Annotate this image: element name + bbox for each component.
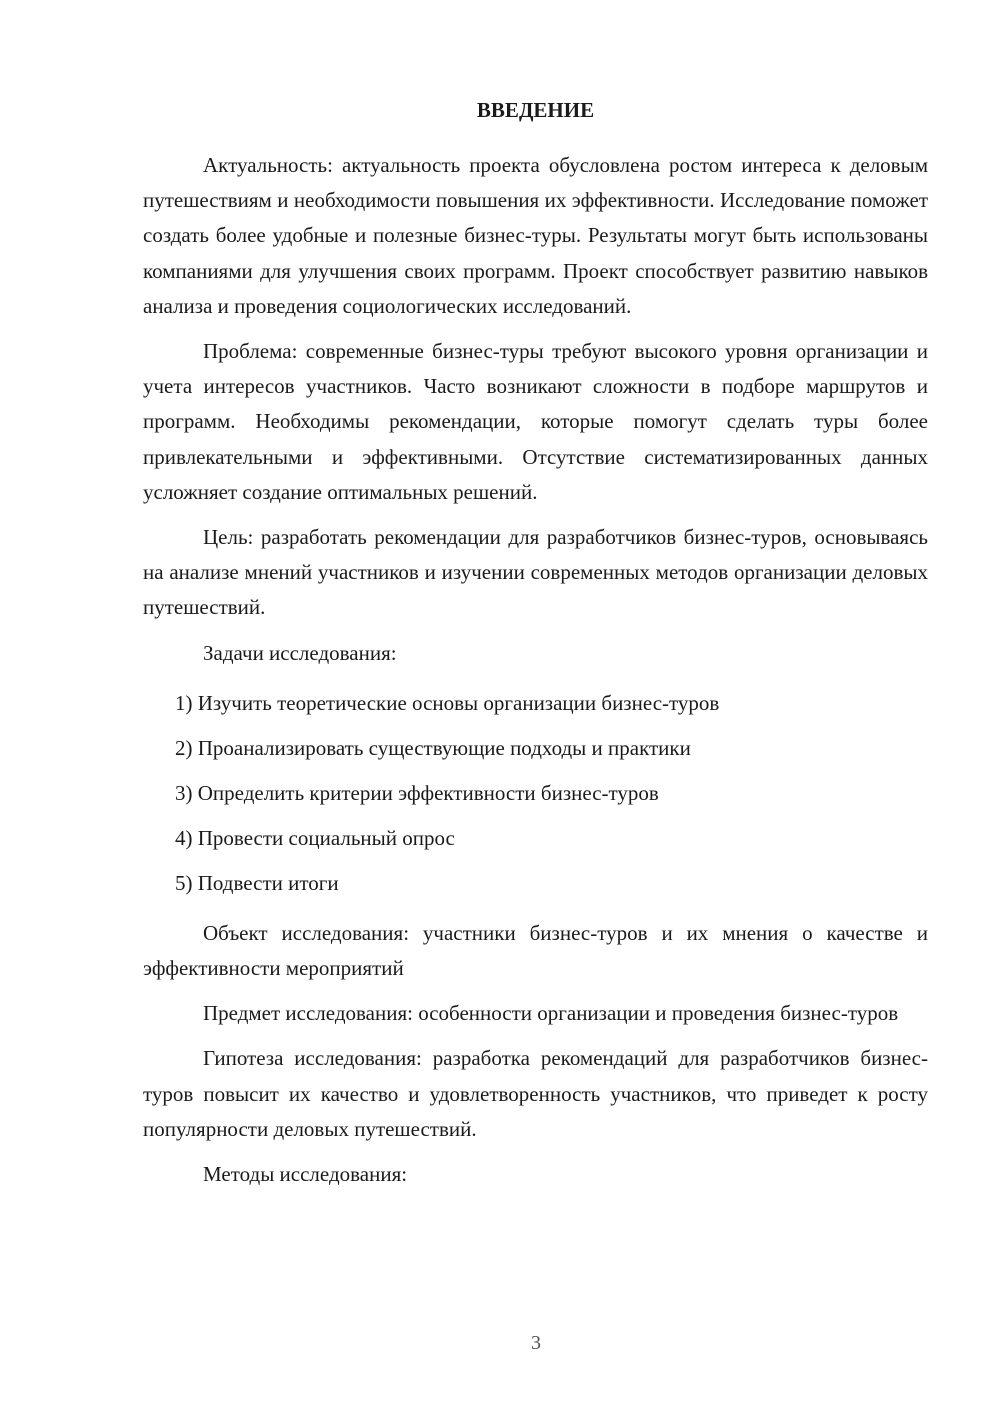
- methods-heading: Методы исследования:: [203, 1162, 408, 1187]
- task-item: 2) Проанализировать существующие подходы и практики: [175, 735, 691, 760]
- page-content: [143, 92, 928, 1202]
- tasks-heading: Задачи исследования:: [203, 640, 397, 665]
- paragraph-object: Объект исследования: участники бизнес-туров и их мнения о качестве и эффективности мероприятий: [143, 920, 928, 981]
- paragraph-problem: Проблема: современные бизнес-туры требуют высокого уровня организации и учета интересов участников. Часто возникают сложности в подборе маршрутов и программ. Необходимы рекомендации, которые помогут сделать туры более привлекательными и эффективными. Отсутствие систематизированных данных усложняет создание оптимальных решений.: [143, 339, 928, 504]
- paragraph-subject: Предмет исследования: особенности организации и проведения бизнес-туров: [203, 1001, 899, 1026]
- page-number: 3: [531, 1332, 541, 1354]
- tasks-list: [143, 681, 928, 906]
- paragraph-relevance: Актуальность: актуальность проекта обусловлена ростом интереса к деловым путешествиям и необходимости повышения их эффективности. Исследование поможет создать более удобные и полезные бизнес-туры. Результаты могут быть использованы компаниями для улучшения своих программ. Проект способствует развитию навыков анализа и проведения социологических исследований.: [143, 153, 928, 318]
- page-title: ВВЕДЕНИЕ: [476, 98, 595, 122]
- task-item: 3) Определить критерии эффективности бизнес-туров: [175, 780, 659, 805]
- paragraph-hypothesis: Гипотеза исследования: разработка рекомендаций для разработчиков бизнес-туров повысит их качество и удовлетворенность участников, что приведет к росту популярности деловых путешествий.: [143, 1046, 928, 1141]
- task-item: 5) Подвести итоги: [175, 870, 339, 895]
- paragraph-goal: Цель: разработать рекомендации для разработчиков бизнес-туров, основываясь на анализе мнений участников и изучении современных методов организации деловых путешествий.: [143, 525, 928, 620]
- task-item: 1) Изучить теоретические основы организации бизнес-туров: [175, 690, 720, 715]
- task-item: 4) Провести социальный опрос: [175, 825, 455, 850]
